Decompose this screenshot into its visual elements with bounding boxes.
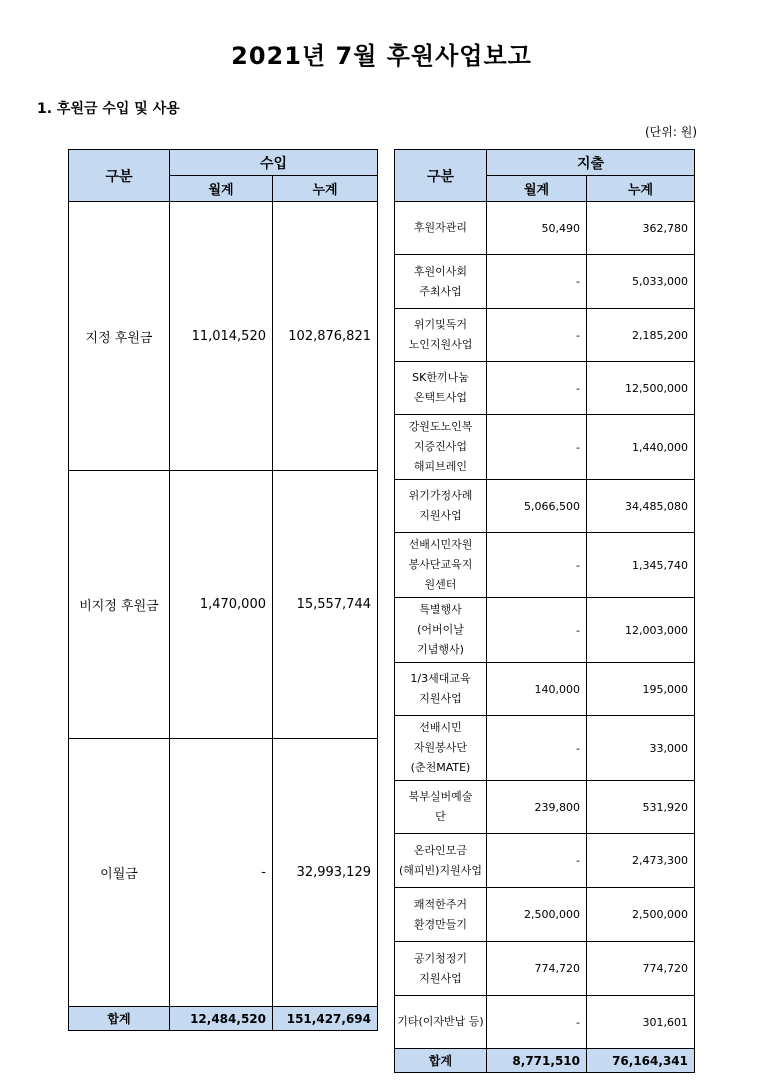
expense-category: 후원자관리 [395, 202, 487, 255]
table-row [395, 415, 695, 480]
expense-cumulative: 362,780 [587, 202, 695, 255]
expense-category: 선배시민 자원봉사단 (춘천MATE) [395, 716, 487, 781]
total-row [395, 1049, 695, 1073]
income-category: 이월금 [69, 739, 170, 1007]
expense-cumulative: 195,000 [587, 663, 695, 716]
expense-monthly: 239,800 [487, 781, 587, 834]
expense-cumulative: 1,345,740 [587, 533, 695, 598]
expense-cumulative: 774,720 [587, 942, 695, 996]
income-total-cumulative: 151,427,694 [273, 1007, 378, 1031]
table-row [69, 471, 378, 739]
expense-category: 북부실버예술 단 [395, 781, 487, 834]
table-row [395, 533, 695, 598]
table-row [395, 942, 695, 996]
table-row [395, 716, 695, 781]
table-row [395, 255, 695, 309]
expense-monthly: - [487, 362, 587, 415]
expense-cumulative: 12,003,000 [587, 598, 695, 663]
income-group-header: 수입 [170, 150, 378, 176]
income-category-header: 구분 [69, 150, 170, 202]
income-cumulative: 15,557,744 [273, 471, 378, 739]
expense-monthly: - [487, 255, 587, 309]
expense-cumulative: 1,440,000 [587, 415, 695, 480]
expense-category: 온라인모금 (해피빈)지원사업 [395, 834, 487, 888]
expense-cumulative: 2,500,000 [587, 888, 695, 942]
table-row [69, 202, 378, 471]
expense-cumulative: 5,033,000 [587, 255, 695, 309]
expense-monthly: - [487, 716, 587, 781]
expense-category: SK한끼나눔 온택트사업 [395, 362, 487, 415]
expense-group-header: 지출 [487, 150, 695, 176]
expense-cumulative: 12,500,000 [587, 362, 695, 415]
expense-cumulative: 33,000 [587, 716, 695, 781]
expense-cumulative: 301,601 [587, 996, 695, 1049]
table-row [395, 834, 695, 888]
income-table [68, 149, 378, 1031]
expense-monthly: 2,500,000 [487, 888, 587, 942]
expense-monthly: - [487, 996, 587, 1049]
table-row [395, 781, 695, 834]
expense-monthly: 140,000 [487, 663, 587, 716]
table-row [395, 598, 695, 663]
table-row [395, 663, 695, 716]
page-title: 2021년 7월 후원사업보고 [231, 42, 532, 70]
expense-monthly: 774,720 [487, 942, 587, 996]
expense-category: 위기및독거 노인지원사업 [395, 309, 487, 362]
table-row [395, 309, 695, 362]
expense-category: 선배시민자원 봉사단교육지 원센터 [395, 533, 487, 598]
expense-monthly: - [487, 598, 587, 663]
table-row [69, 739, 378, 1007]
expense-cumulative: 2,473,300 [587, 834, 695, 888]
expense-total-cumulative: 76,164,341 [587, 1049, 695, 1073]
total-row [69, 1007, 378, 1031]
income-cumulative-header: 누계 [273, 176, 378, 202]
income-monthly-header: 월계 [170, 176, 273, 202]
expense-category: 1/3세대교육 지원사업 [395, 663, 487, 716]
income-monthly: 11,014,520 [170, 202, 273, 471]
income-category: 지정 후원금 [69, 202, 170, 471]
expense-category: 쾌적한주거 환경만들기 [395, 888, 487, 942]
expense-total-monthly: 8,771,510 [487, 1049, 587, 1073]
expense-category: 공기청정기 지원사업 [395, 942, 487, 996]
expense-total-label: 합계 [395, 1049, 487, 1073]
income-cumulative: 32,993,129 [273, 739, 378, 1007]
expense-monthly-header: 월계 [487, 176, 587, 202]
expense-cumulative: 34,485,080 [587, 480, 695, 533]
expense-monthly: - [487, 309, 587, 362]
expense-monthly: 50,490 [487, 202, 587, 255]
income-category: 비지정 후원금 [69, 471, 170, 739]
section-title: 1. 후원금 수입 및 사용 [37, 101, 180, 117]
income-monthly: 1,470,000 [170, 471, 273, 739]
expense-table [394, 149, 695, 1073]
expense-category: 위기가정사례 지원사업 [395, 480, 487, 533]
table-row [395, 362, 695, 415]
expense-monthly: 5,066,500 [487, 480, 587, 533]
unit-label: (단위: 원) [645, 125, 697, 139]
table-row [395, 888, 695, 942]
expense-category: 후원이사회 주최사업 [395, 255, 487, 309]
income-total-label: 합계 [69, 1007, 170, 1031]
expense-cumulative-header: 누계 [587, 176, 695, 202]
expense-cumulative: 531,920 [587, 781, 695, 834]
income-total-monthly: 12,484,520 [170, 1007, 273, 1031]
table-row [395, 480, 695, 533]
expense-monthly: - [487, 533, 587, 598]
table-row [395, 996, 695, 1049]
income-monthly: - [170, 739, 273, 1007]
expense-category: 기타(이자반납 등) [395, 996, 487, 1049]
expense-cumulative: 2,185,200 [587, 309, 695, 362]
income-cumulative: 102,876,821 [273, 202, 378, 471]
expense-monthly: - [487, 415, 587, 480]
expense-category: 강원도노인복 지증진사업 해피브레인 [395, 415, 487, 480]
expense-category: 특별행사 (어버이날 기념행사) [395, 598, 487, 663]
expense-monthly: - [487, 834, 587, 888]
expense-category-header: 구분 [395, 150, 487, 202]
table-row [395, 202, 695, 255]
